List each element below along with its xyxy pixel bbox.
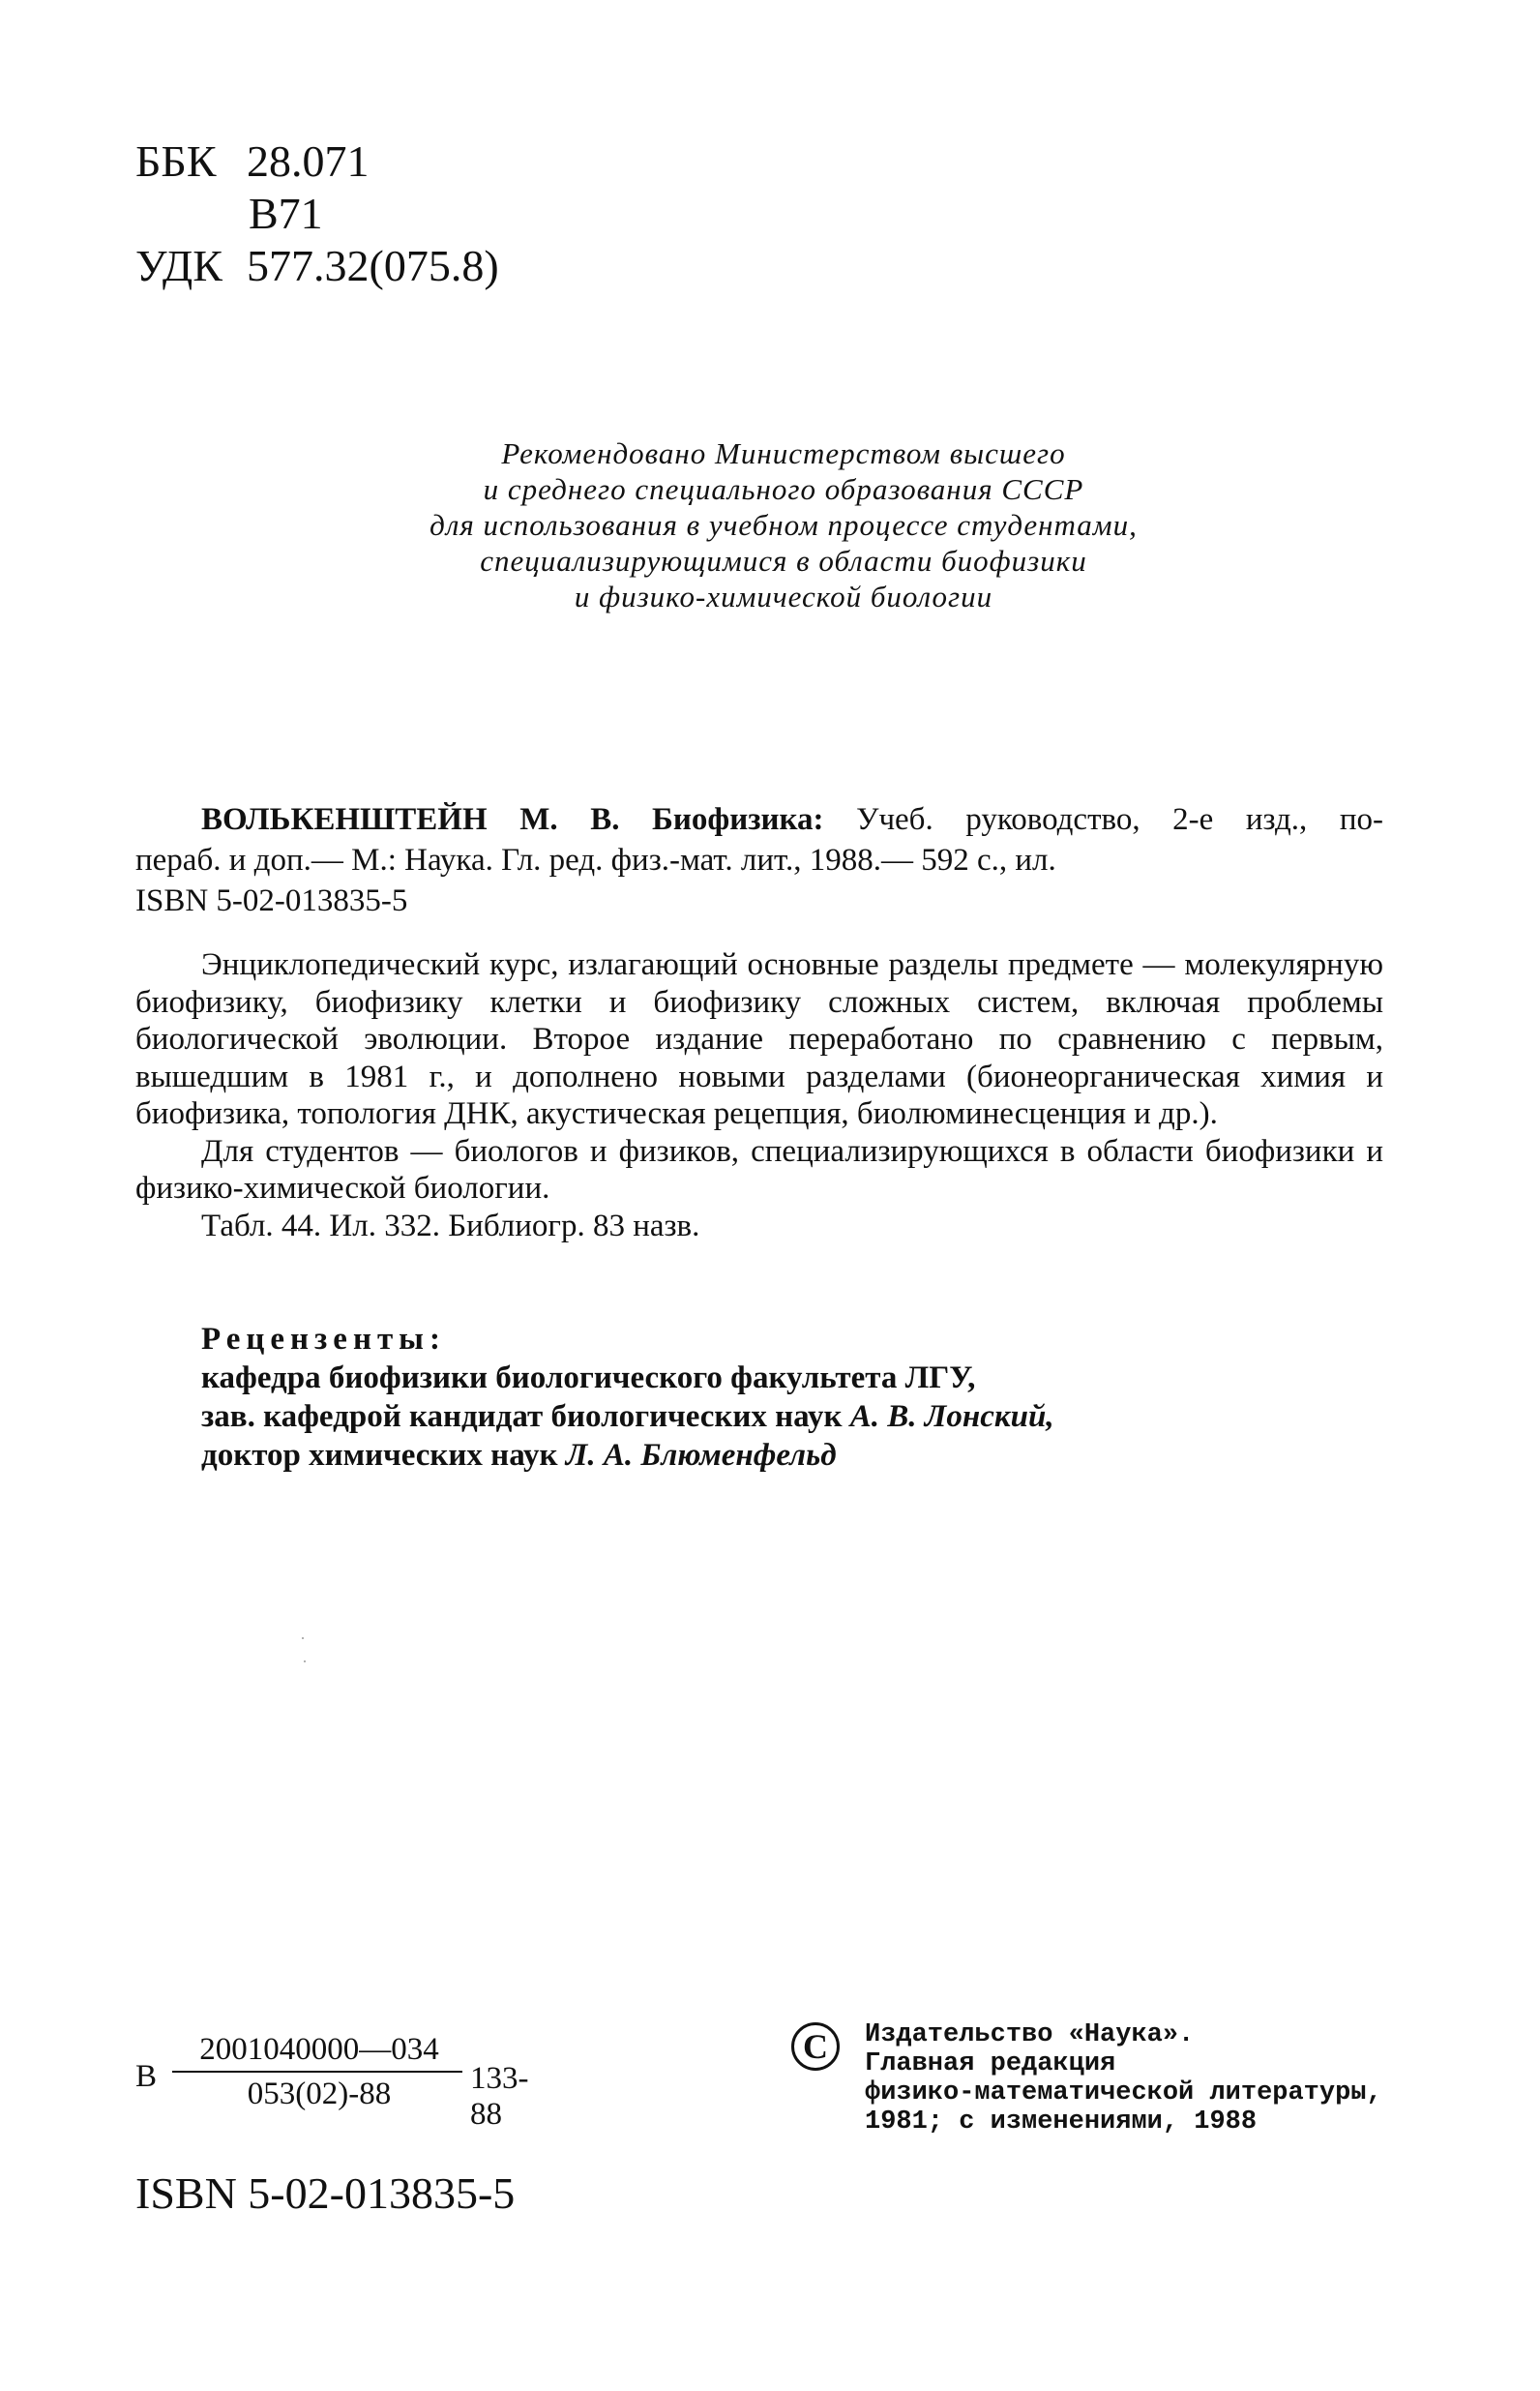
ministry-recommendation bbox=[348, 435, 1219, 614]
audience-paragraph: Для студентов — биологов и физиков, специализирующихся в области биофизики и физико-химической биологии. bbox=[135, 1133, 1383, 1206]
author-name: ВОЛЬКЕНШТЕЙН М. В. bbox=[201, 802, 620, 837]
reviewers-block bbox=[201, 1320, 1054, 1475]
print-speck bbox=[302, 1637, 304, 1639]
reviewer-2-role: зав. кафедрой кандидат биологических наук bbox=[201, 1399, 843, 1434]
reviewer-2-name: А. В. Лонский, bbox=[849, 1399, 1054, 1434]
abstract-paragraph: Энциклопедический курс, излагающий основные разделы предмете — молекулярную биофизику, биофизику клетки и биофизику сложных систем, включая проблемы биологической эволюции. Второе издание переработано по сравнению с первым, вышедшим в 1981 г., и дополнено новыми разделами (бионеорганическая химия и биофизика, топология ДНК, акустическая рецепция, биолюминесценция и др.). bbox=[135, 947, 1383, 1131]
book-title: Биофизика: bbox=[652, 802, 824, 837]
biblio-line-2: пераб. и доп.— М.: Наука. Гл. ред. физ.-мат. лит., 1988.— 592 с., ил. bbox=[135, 843, 1056, 878]
udk-value: 577.32(075.8) bbox=[247, 241, 499, 290]
bibliographic-record bbox=[135, 799, 1383, 921]
copyright-icon: C bbox=[791, 2022, 840, 2071]
publisher-index-code bbox=[135, 2020, 551, 2132]
recommendation-line: и физико-химической биологии bbox=[574, 580, 993, 613]
reviewer-line-2 bbox=[201, 1397, 1054, 1436]
author-mark: В71 bbox=[249, 189, 323, 238]
print-speck bbox=[304, 1660, 306, 1662]
copyright-block bbox=[791, 2020, 1382, 2137]
reviewers-title: Рецензенты: bbox=[201, 1322, 446, 1357]
copyright-line: Издательство «Наука». bbox=[865, 2020, 1195, 2049]
stats-paragraph: Табл. 44. Ил. 332. Библиогр. 83 назв. bbox=[201, 1208, 700, 1243]
author-mark-row bbox=[135, 188, 499, 240]
bbk-row bbox=[135, 135, 499, 188]
copyright-line: 1981; с изменениями, 1988 bbox=[865, 2107, 1258, 2137]
fraction-rule bbox=[172, 2071, 462, 2073]
recommendation-line: Рекомендовано Министерством высшего bbox=[501, 436, 1066, 470]
code-tail: 133-88 bbox=[470, 2061, 529, 2132]
code-denominator: 053(02)-88 bbox=[247, 2077, 392, 2111]
reviewer-line-3 bbox=[201, 1436, 1054, 1475]
code-letter: В bbox=[135, 2059, 158, 2094]
copyright-line: физико-математической литературы, bbox=[865, 2078, 1382, 2107]
copyright-line: Главная редакция bbox=[865, 2049, 1116, 2078]
classification-block bbox=[135, 135, 499, 292]
biblio-isbn: ISBN 5-02-013835-5 bbox=[135, 883, 408, 918]
reviewer-3-name: Л. А. Блюменфельд bbox=[565, 1438, 837, 1473]
reviewer-line-1: кафедра биофизики биологического факультета ЛГУ, bbox=[201, 1360, 976, 1395]
code-numerator: 2001040000—034 bbox=[199, 2032, 439, 2067]
biblio-line-1 bbox=[135, 799, 1383, 840]
recommendation-line: для использования в учебном процессе студентами, bbox=[429, 508, 1138, 542]
bbk-label: ББК bbox=[135, 136, 217, 186]
biblio-line-1-rest: Учеб. руководство, 2-е изд., по- bbox=[856, 802, 1383, 837]
bbk-value: 28.071 bbox=[247, 136, 370, 186]
recommendation-line: специализирующимися в области биофизики bbox=[480, 544, 1087, 578]
udk-row bbox=[135, 240, 499, 292]
udk-label: УДК bbox=[135, 241, 222, 290]
abstract bbox=[135, 946, 1383, 1244]
copyright-text bbox=[865, 2020, 1382, 2137]
recommendation-line: и среднего специального образования СССР bbox=[483, 472, 1084, 506]
reviewer-3-role: доктор химических наук bbox=[201, 1438, 558, 1473]
isbn-bottom: ISBN 5-02-013835-5 bbox=[135, 2168, 516, 2218]
